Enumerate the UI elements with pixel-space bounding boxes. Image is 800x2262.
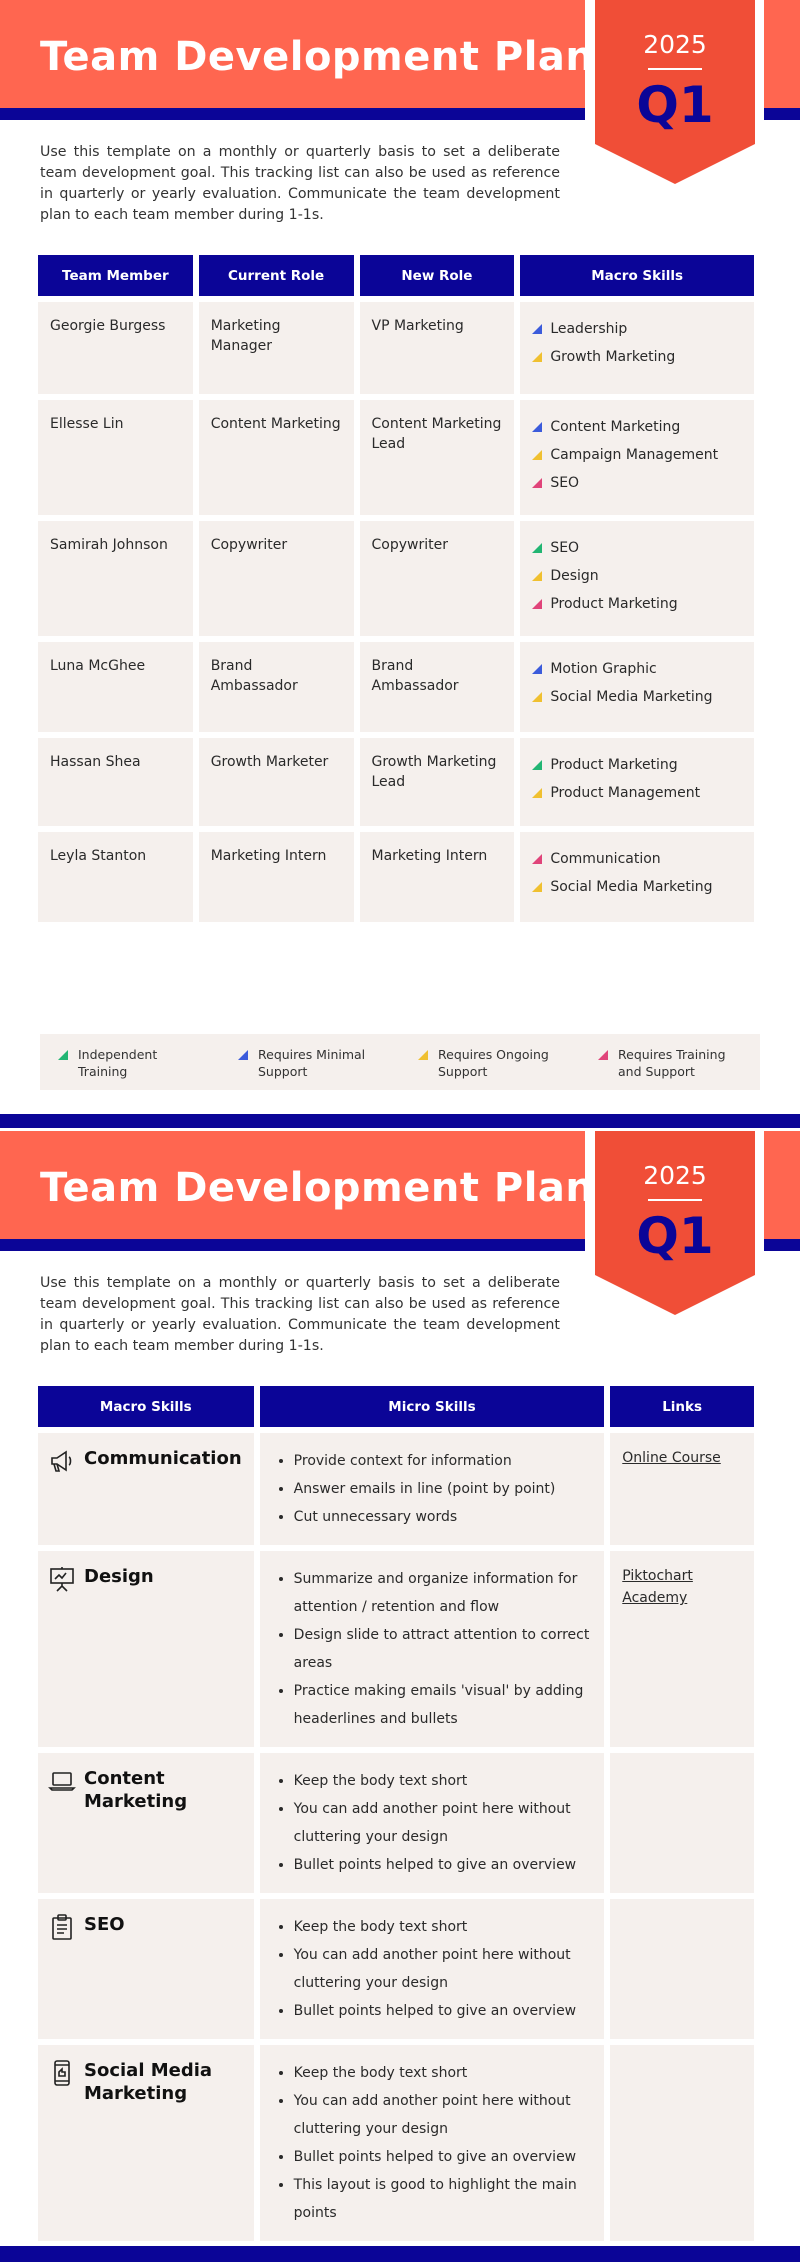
- skill-label: SEO: [550, 475, 580, 491]
- legend-label: Requires Minimal Support: [258, 1047, 366, 1079]
- links-cell: [610, 1899, 754, 2039]
- member-name: Georgie Burgess: [38, 302, 193, 394]
- column-header: New Role: [360, 255, 515, 296]
- micro-skill-item: • Bullet points helped to give an overview: [294, 1997, 593, 2025]
- skills-list: [532, 316, 742, 367]
- skill-item: [532, 445, 742, 465]
- flag-yellow-icon: [532, 788, 542, 798]
- skill-item: [532, 659, 742, 679]
- skill-label: Product Marketing: [550, 596, 678, 612]
- clipboard-icon: [48, 1913, 76, 1941]
- micro-skill-item: • Provide context for information: [294, 1447, 593, 1475]
- flag-blue-icon: [532, 324, 542, 334]
- skill-item: [532, 783, 742, 803]
- macro-skills-cell: [520, 521, 754, 636]
- micro-skills-list: [272, 1767, 593, 1879]
- table-header-row: [38, 1386, 754, 1427]
- flag-pink-icon: [532, 854, 542, 864]
- micro-skills-list: [272, 2059, 593, 2227]
- skill-label: Social Media Marketing: [550, 689, 713, 705]
- current-role: Brand Ambassador: [199, 642, 354, 732]
- badge-year: 2025: [643, 1161, 707, 1190]
- micro-skill-item: • Design slide to attract attention to correct areas: [294, 1621, 593, 1677]
- macro-skill-cell: [38, 1551, 254, 1747]
- skill-item: [532, 594, 742, 614]
- new-role: VP Marketing: [360, 302, 515, 394]
- skill-item: [532, 538, 742, 558]
- table-row: [38, 642, 754, 732]
- links-cell: [610, 1753, 754, 1893]
- flag-blue-icon: [532, 422, 542, 432]
- flag-blue-icon: [532, 664, 542, 674]
- micro-skill-item: • You can add another point here without cluttering your design: [294, 1795, 593, 1851]
- skills-list: [532, 752, 742, 803]
- macro-skills-cell: [520, 832, 754, 922]
- flag-yellow-icon: [532, 692, 542, 702]
- flag-yellow-icon: [532, 571, 542, 581]
- skills-list: [532, 846, 742, 897]
- member-name: Leyla Stanton: [38, 832, 193, 922]
- new-role: Brand Ambassador: [360, 642, 515, 732]
- macro-skill-title: Social Media Marketing: [84, 2060, 213, 2104]
- new-role: Growth Marketing Lead: [360, 738, 515, 826]
- table-row: [38, 302, 754, 394]
- legend-label: Requires Ongoing Support: [438, 1047, 549, 1079]
- skill-item: [532, 877, 742, 897]
- table-row: [38, 1433, 754, 1545]
- micro-skill-item: • Practice making emails 'visual' by adding headerlines and bullets: [294, 1677, 593, 1733]
- macro-skill-cell: [38, 1433, 254, 1545]
- badge-divider: [648, 68, 702, 70]
- quarter-badge: [595, 0, 755, 184]
- skill-item: [532, 473, 742, 493]
- skill-item: [532, 417, 742, 437]
- skills-list: [532, 656, 742, 707]
- new-role: Content Marketing Lead: [360, 400, 515, 515]
- flag-green-icon: [532, 760, 542, 770]
- micro-skill-item: • Bullet points helped to give an overview: [294, 2143, 593, 2171]
- new-role: Copywriter: [360, 521, 515, 636]
- skill-label: Design: [550, 568, 599, 584]
- macro-skills-cell: [520, 400, 754, 515]
- table-row: [38, 1551, 754, 1747]
- quarter-badge: [595, 1131, 755, 1315]
- micro-skills-cell: [260, 1433, 605, 1545]
- presentation-board-icon: [48, 1565, 76, 1593]
- legend-label: Requires Training and Support: [618, 1047, 726, 1079]
- skill-label: Campaign Management: [550, 447, 719, 463]
- micro-skill-item: • Keep the body text short: [294, 1767, 593, 1795]
- badge-quarter: Q1: [636, 1207, 714, 1265]
- micro-skill-item: • You can add another point here without cluttering your design: [294, 2087, 593, 2143]
- legend-label: Independent Training: [78, 1047, 158, 1079]
- skill-label: Growth Marketing: [550, 349, 676, 365]
- member-name: Ellesse Lin: [38, 400, 193, 515]
- macro-skill-title: Design: [84, 1566, 154, 1587]
- banner-background-right: [764, 0, 800, 108]
- skill-item: [532, 755, 742, 775]
- micro-skills-cell: [260, 1551, 605, 1747]
- page-two: [0, 1131, 800, 2245]
- megaphone-icon: [48, 1447, 76, 1475]
- member-name: Hassan Shea: [38, 738, 193, 826]
- table-row: [38, 1899, 754, 2039]
- legend-item: [418, 1046, 568, 1080]
- flag-yellow-icon: [532, 450, 542, 460]
- skill-label: SEO: [550, 540, 580, 556]
- skill-label: Motion Graphic: [550, 661, 657, 677]
- new-role: Marketing Intern: [360, 832, 515, 922]
- macro-skills-cell: [520, 738, 754, 826]
- column-header: Links: [610, 1386, 754, 1427]
- column-header: Team Member: [38, 255, 193, 296]
- legend-item: [598, 1046, 748, 1080]
- legend: [40, 1034, 760, 1090]
- macro-skill-cell: [38, 2045, 254, 2241]
- banner-stripe-right: [764, 108, 800, 120]
- flag-pink-icon: [532, 478, 542, 488]
- table-row: [38, 1753, 754, 1893]
- macro-skills-cell: [520, 642, 754, 732]
- team-table: [32, 249, 760, 928]
- member-name: Samirah Johnson: [38, 521, 193, 636]
- links-cell: [610, 2045, 754, 2241]
- page-divider: [0, 1114, 800, 1128]
- badge-year: 2025: [643, 30, 707, 59]
- micro-skills-cell: [260, 2045, 605, 2241]
- macro-skills-cell: [520, 302, 754, 394]
- resource-link[interactable]: Online Course: [622, 1450, 721, 1466]
- skills-list: [532, 414, 742, 493]
- table-row: [38, 521, 754, 636]
- micro-skills-cell: [260, 1899, 605, 2039]
- member-name: Luna McGhee: [38, 642, 193, 732]
- micro-skills-list: [272, 1447, 593, 1531]
- flag-yellow-icon: [532, 882, 542, 892]
- banner-background-right: [764, 1131, 800, 1239]
- micro-skill-item: • Summarize and organize information for attention / retention and flow: [294, 1565, 593, 1621]
- page-one: [0, 0, 800, 1114]
- table-row: [38, 738, 754, 826]
- page-title: Team Development Plan: [40, 34, 595, 80]
- table-header-row: [38, 255, 754, 296]
- skills-table: [32, 1380, 760, 2247]
- column-header: Macro Skills: [38, 1386, 254, 1427]
- flag-blue-icon: [238, 1050, 248, 1060]
- skill-label: Communication: [550, 851, 661, 867]
- banner-stripe: [0, 108, 585, 120]
- macro-skill-title: Communication: [84, 1448, 242, 1469]
- flag-green-icon: [58, 1050, 68, 1060]
- micro-skill-item: • Bullet points helped to give an overview: [294, 1851, 593, 1879]
- macro-skill-cell: [38, 1899, 254, 2039]
- micro-skill-item: • You can add another point here without cluttering your design: [294, 1941, 593, 1997]
- flag-pink-icon: [532, 599, 542, 609]
- column-header: Current Role: [199, 255, 354, 296]
- micro-skills-list: [272, 1913, 593, 2025]
- current-role: Content Marketing: [199, 400, 354, 515]
- links-cell: [610, 1433, 754, 1545]
- banner-stripe-right: [764, 1239, 800, 1251]
- legend-item: [238, 1046, 388, 1080]
- skill-label: Product Marketing: [550, 757, 678, 773]
- links-cell: [610, 1551, 754, 1747]
- smartphone-like-icon: [48, 2059, 76, 2087]
- skill-label: Content Marketing: [550, 419, 681, 435]
- skills-list: [532, 535, 742, 614]
- micro-skills-cell: [260, 1753, 605, 1893]
- legend-item: [58, 1046, 208, 1080]
- badge-quarter: Q1: [636, 76, 714, 134]
- table-row: [38, 2045, 754, 2241]
- current-role: Marketing Manager: [199, 302, 354, 394]
- table-row: [38, 400, 754, 515]
- page-title: Team Development Plan: [40, 1165, 595, 1211]
- skill-item: [532, 849, 742, 869]
- skill-item: [532, 566, 742, 586]
- badge-divider: [648, 1199, 702, 1201]
- banner-stripe: [0, 1239, 585, 1251]
- current-role: Marketing Intern: [199, 832, 354, 922]
- bottom-band: [0, 2246, 800, 2262]
- laptop-icon: [48, 1767, 76, 1795]
- skill-label: Social Media Marketing: [550, 879, 713, 895]
- skill-label: Leadership: [550, 321, 628, 337]
- micro-skill-item: • This layout is good to highlight the main points: [294, 2171, 593, 2227]
- micro-skill-item: • Keep the body text short: [294, 2059, 593, 2087]
- micro-skills-list: [272, 1565, 593, 1733]
- micro-skill-item: • Cut unnecessary words: [294, 1503, 593, 1531]
- skill-item: [532, 319, 742, 339]
- skill-item: [532, 687, 742, 707]
- skill-label: Product Management: [550, 785, 701, 801]
- current-role: Copywriter: [199, 521, 354, 636]
- intro-text: Use this template on a monthly or quarterly basis to set a deliberate team development goal. This tracking list can also be used as reference in quarterly or yearly evaluation. Communicate the team development plan to each team member during 1-1s.: [40, 144, 560, 223]
- intro-text: Use this template on a monthly or quarterly basis to set a deliberate team development goal. This tracking list can also be used as reference in quarterly or yearly evaluation. Communicate the team development plan to each team member during 1-1s.: [40, 1275, 560, 1354]
- flag-yellow-icon: [418, 1050, 428, 1060]
- macro-skill-cell: [38, 1753, 254, 1893]
- skill-item: [532, 347, 742, 367]
- current-role: Growth Marketer: [199, 738, 354, 826]
- flag-green-icon: [532, 543, 542, 553]
- table-row: [38, 832, 754, 922]
- flag-yellow-icon: [532, 352, 542, 362]
- column-header: Macro Skills: [520, 255, 754, 296]
- macro-skill-title: Content Marketing: [84, 1768, 188, 1812]
- column-header: Micro Skills: [260, 1386, 605, 1427]
- micro-skill-item: • Keep the body text short: [294, 1913, 593, 1941]
- resource-link[interactable]: Piktochart Academy: [622, 1568, 693, 1606]
- micro-skill-item: • Answer emails in line (point by point): [294, 1475, 593, 1503]
- macro-skill-title: SEO: [84, 1914, 125, 1935]
- flag-pink-icon: [598, 1050, 608, 1060]
